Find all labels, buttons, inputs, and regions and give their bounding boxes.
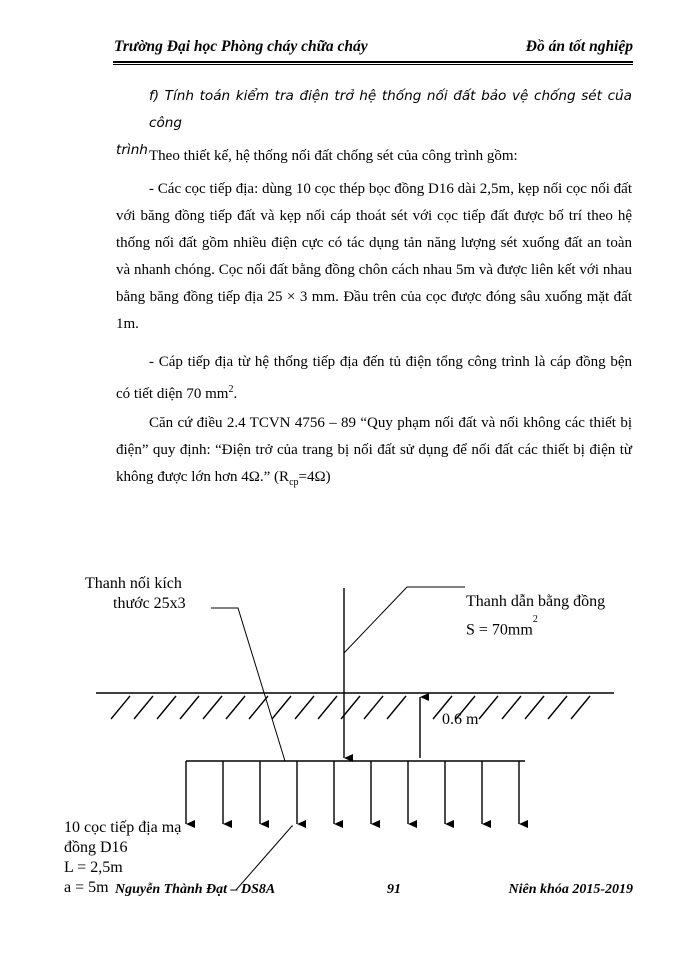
depth-label: 0.6 m xyxy=(442,711,479,728)
label-thanh-dan-2 xyxy=(466,614,538,639)
rod-label-3: L = 2,5m xyxy=(64,859,123,876)
coc-paragraph: - Các cọc tiếp địa: dùng 10 cọc thép bọc đồng D16 dài 2,5m, kẹp nối cọc nối đất với băng đồng tiếp đất và kẹp nối cáp thoát sét với cọc tiếp đất được bố trí theo hệ thống nối đất gồm nhiều điện cực có tác dụng tản năng lượng sét xuống đất an toàn và nhanh chóng. Cọc nối đất bằng đồng chôn cách nhau 5m và được liên kết với nhau bằng băng đồng tiếp địa 25 × 3 mm. Đầu trên của cọc được đóng sâu xuống mặt đất 1m. xyxy=(116,181,632,332)
ground-hatching xyxy=(111,696,590,719)
can-cu-end: =4Ω) xyxy=(298,469,331,485)
ground-rods xyxy=(186,761,519,824)
intro-paragraph: Theo thiết kế, hệ thống nối đất chống sét của công trình gồm: xyxy=(149,148,518,164)
can-cu-text: Căn cứ điều 2.4 TCVN 4756 – 89 “Quy phạm nối đất và nối không các thiết bị điện” quy định: “Điện trở của trang bị nối đất sử dụng để nối đất các thiết bị điện từ không được lớn hơn 4Ω.” (R xyxy=(116,415,632,485)
label-thanh-dan-2-text: S = 70mm xyxy=(466,621,533,639)
label-thanh-dan-1: Thanh dẫn bằng đồng xyxy=(466,593,606,610)
label-thanh-noi-2: thước 25x3 xyxy=(113,595,186,612)
footer-page-number: 91 xyxy=(387,882,401,897)
rod-label-1: 10 cọc tiếp địa mạ xyxy=(64,819,182,836)
footer-year: Niên khóa 2015-2019 xyxy=(508,882,633,897)
cap-superscript: 2 xyxy=(228,384,234,395)
header-school: Trường Đại học Phòng cháy chữa cháy xyxy=(114,38,368,55)
label-thanh-noi-1: Thanh nối kích xyxy=(85,575,182,592)
rod-label-2: đồng D16 xyxy=(64,839,128,856)
header-title: Đồ án tốt nghiệp xyxy=(525,38,633,55)
leader-thanh-noi xyxy=(211,608,285,761)
section-heading-line2: trình xyxy=(116,142,148,158)
rod-label-4: a = 5m xyxy=(64,879,109,896)
leader-thanh-dan xyxy=(344,587,465,653)
cap-end: . xyxy=(233,386,238,402)
cap-text: - Cáp tiếp địa từ hệ thống tiếp địa đến tủ điện tổng công trình là cáp đồng bện có tiết diện 70 mm xyxy=(116,354,632,402)
can-cu-subscript: cp xyxy=(289,477,299,488)
label-thanh-dan-sup: 2 xyxy=(532,614,538,625)
footer-author: Nguyễn Thành Đạt – DS8A xyxy=(115,882,276,897)
leader-coc xyxy=(236,826,293,890)
section-heading-line1: f) Tính toán kiểm tra điện trở hệ thống nối đất bảo vệ chống sét của công xyxy=(149,88,632,131)
